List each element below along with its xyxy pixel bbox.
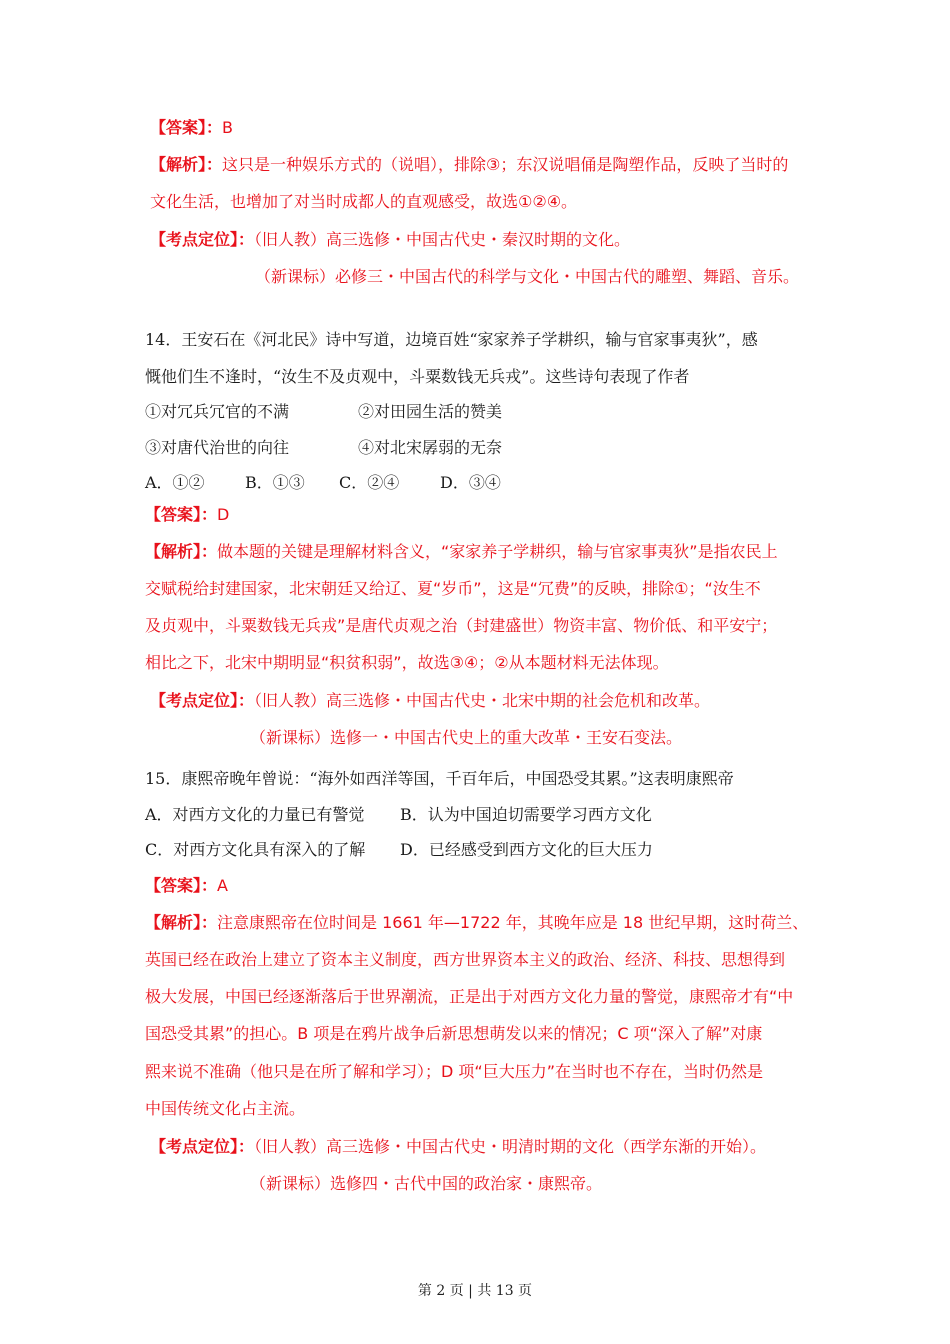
q15-kaodian-new: （新课标）选修四・古代中国的政治家・康熙帝。 xyxy=(250,1174,603,1193)
q14-item: ②对田园生活的赞美 xyxy=(358,402,503,421)
answer-value: B xyxy=(222,118,233,137)
q14-option-b: B．①③ xyxy=(245,473,305,492)
q14-stem-line: 慨他们生不逢时，“汝生不及贞观中，斗粟数钱无兵戎”。这些诗句表现了作者 xyxy=(145,367,690,386)
q15-option-a: A．对西方文化的力量已有警觉 xyxy=(145,805,365,824)
q14-analysis-line: 相比之下，北宋中期明显“积贫积弱”，故选③④；②从本题材料无法体现。 xyxy=(145,653,669,672)
answer-value: D xyxy=(217,505,230,524)
q14-option-c: C．②④ xyxy=(339,473,400,492)
q14-analysis-line: 及贞观中，斗粟数钱无兵戎”是唐代贞观之治（封建盛世）物资丰富、物价低、和平安宁； xyxy=(145,616,778,635)
q14-option-d: D．③④ xyxy=(440,473,501,492)
kaodian-text: （旧人教）高三选修・中国古代史・北宋中期的社会危机和改革。 xyxy=(254,691,711,710)
q14-analysis-line xyxy=(145,542,778,562)
q15-analysis-line xyxy=(145,913,808,933)
kaodian-label: 【考点定位】： xyxy=(150,691,255,710)
q15-stem: 15．康熙帝晚年曾说：“海外如西洋等国，千百年后，中国恐受其累。”这表明康熙帝 xyxy=(145,769,734,788)
analysis-label: 【解析】： xyxy=(145,542,218,561)
q13-answer xyxy=(150,118,233,138)
q15-kaodian xyxy=(150,1137,766,1157)
q14-stem-line: 14．王安石在《河北民》诗中写道，边境百姓“家家养子学耕织，输与官家事夷狄”，感 xyxy=(145,330,758,349)
q15-option-c: C．对西方文化具有深入的了解 xyxy=(145,840,366,859)
q14-analysis-line: 交赋税给封建国家，北宋朝廷又给辽、夏“岁币”，这是“冗费”的反映，排除①；“汝生不 xyxy=(145,579,761,598)
answer-label: 【答案】： xyxy=(145,505,218,524)
q15-option-d: D．已经感受到西方文化的巨大压力 xyxy=(400,840,653,859)
q15-analysis-line: 极大发展，中国已经逐渐落后于世界潮流，正是出于对西方文化力量的警觉，康熙帝才有“中 xyxy=(145,987,794,1006)
q13-kaodian-new: （新课标）必修三・中国古代的科学与文化・中国古代的雕塑、舞蹈、音乐。 xyxy=(255,267,800,286)
q15-analysis-line: 中国传统文化占主流。 xyxy=(145,1099,306,1118)
kaodian-label: 【考点定位】： xyxy=(150,230,255,249)
kaodian-label: 【考点定位】： xyxy=(150,1137,255,1156)
analysis-label: 【解析】： xyxy=(145,913,218,932)
q15-analysis-line: 熙来说不准确（他只是在所了解和学习）；D 项“巨大压力”在当时也不存在，当时仍然是 xyxy=(145,1062,763,1081)
kaodian-text: （旧人教）高三选修・中国古代史・秦汉时期的文化。 xyxy=(254,230,631,249)
q14-option-a: A．①② xyxy=(145,473,205,492)
answer-label: 【答案】： xyxy=(150,118,223,137)
analysis-text: 做本题的关键是理解材料含义，“家家养子学耕织，输与官家事夷狄”是指农民上 xyxy=(217,542,778,561)
page-footer: 第 2 页 | 共 13 页 xyxy=(417,1283,533,1299)
analysis-text: 这只是一种娱乐方式的（说唱），排除③；东汉说唱俑是陶塑作品，反映了当时的 xyxy=(222,155,789,174)
analysis-label: 【解析】： xyxy=(150,155,223,174)
q14-item: ③对唐代治世的向往 xyxy=(145,438,290,457)
q15-analysis-line: 英国已经在政治上建立了资本主义制度，西方世界资本主义的政治、经济、科技、思想得到 xyxy=(145,950,786,969)
q14-item: ④对北宋孱弱的无奈 xyxy=(358,438,503,457)
q13-analysis-line: 文化生活，也增加了对当时成都人的直观感受，故选①②④。 xyxy=(150,192,578,211)
q14-answer xyxy=(145,505,229,525)
analysis-text: 注意康熙帝在位时间是 1661 年—1722 年，其晚年应是 18 世纪早期，这时荷兰、 xyxy=(217,913,809,932)
answer-value: A xyxy=(217,876,228,895)
q14-kaodian xyxy=(150,691,710,711)
q14-item: ①对冗兵冗官的不满 xyxy=(145,402,290,421)
answer-label: 【答案】： xyxy=(145,876,218,895)
kaodian-text: （旧人教）高三选修・中国古代史・明清时期的文化（西学东渐的开始）。 xyxy=(254,1137,767,1156)
q15-answer xyxy=(145,876,228,896)
q14-kaodian-new: （新课标）选修一・中国古代史上的重大改革・王安石变法。 xyxy=(250,728,683,747)
q15-analysis-line: 国恐受其累”的担心。B 项是在鸦片战争后新思想萌发以来的情况；C 项“深入了解”对康 xyxy=(145,1024,763,1043)
q13-analysis-line xyxy=(150,155,788,175)
q13-kaodian xyxy=(150,230,630,250)
q15-option-b: B．认为中国迫切需要学习西方文化 xyxy=(400,805,652,824)
